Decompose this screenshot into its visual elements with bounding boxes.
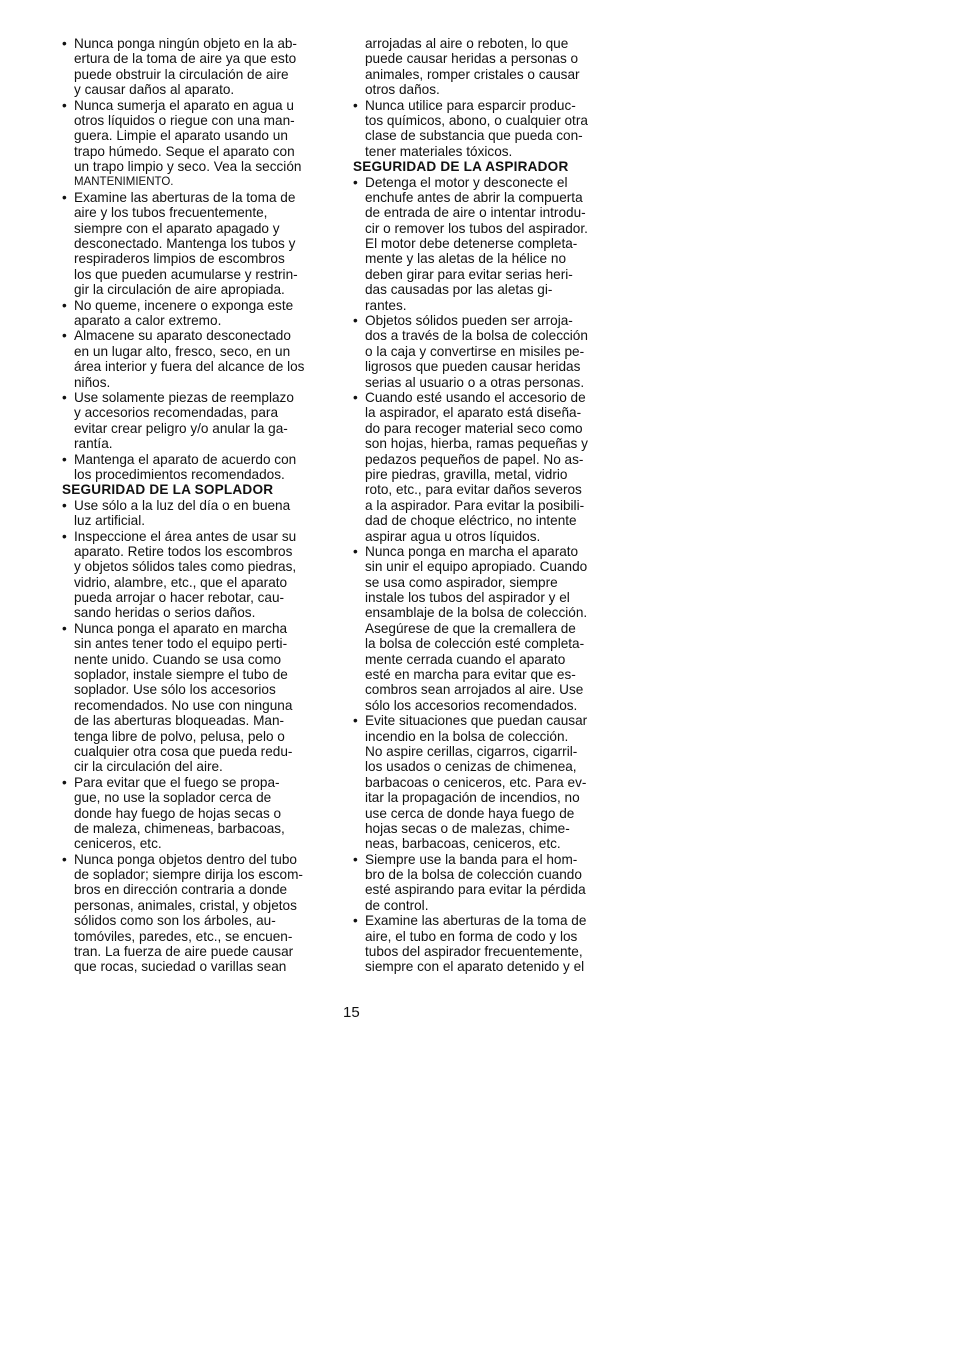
text-line: los usados o cenizas de chimenea, [365, 759, 577, 775]
text-line: evitar crear peligro y/o anular la ga- [74, 420, 288, 436]
bullet-line: • Detenga el motor y desconecte el [353, 175, 621, 190]
bullet-line: • Use sólo a la luz del día o en buena [62, 498, 330, 513]
bullet-line: • Nunca ponga el aparato en marcha [62, 621, 330, 636]
text-line: a la aspirador. Para evitar la posibili- [365, 497, 585, 513]
text-line: ensamblaje de la bolsa de colección. [365, 605, 588, 621]
text-line: arrojadas al aire o reboten, lo que [365, 36, 569, 51]
text-line: área interior y fuera del alcance de los [74, 359, 305, 375]
text-line: pedazos pequeños de papel. No as- [365, 451, 584, 467]
text-line: tran. La fuerza de aire puede causar [74, 944, 294, 960]
text-line: deben girar para evitar serias heri- [365, 266, 573, 282]
text-line: un trapo limpio y seco. Vea la sección [74, 159, 302, 175]
text-line: El motor debe detenerse completa- [365, 236, 578, 252]
text-line: rantes. [365, 297, 407, 313]
bullet-line: • Use solamente piezas de reemplazo [62, 390, 330, 405]
text-line: recomendados. No use con ninguna [74, 697, 293, 713]
text-line: puede causar heridas a personas o [365, 51, 579, 67]
bullet-line: • Nunca utilice para esparcir produc- [353, 98, 621, 113]
text-line: aire, el tubo en forma de codo y los [365, 928, 578, 944]
text-line: Asegúrese de que la cremallera de [365, 620, 576, 636]
text-line: nente unido. Cuando se usa como [74, 651, 282, 667]
text-line: tubos del aspirador frecuentemente, [365, 944, 583, 960]
text-line: vidrio, alambre, etc., que el aparato [74, 574, 288, 590]
page-number: 15 [343, 1004, 360, 1021]
text-line: desconectado. Mantenga los tubos y [74, 236, 296, 252]
text-line: ligrosos que pueden causar heridas [365, 359, 581, 375]
text-line: combros sean arrojados al aire. Use [365, 682, 584, 698]
text-line: roto, etc., para evitar daños severos [365, 482, 582, 498]
text-line: otros líquidos o riegue con una man- [74, 112, 295, 128]
text-line: aire y los tubos frecuentemente, [74, 205, 268, 221]
bullet-line: • Nunca sumerja el aparato en agua u [62, 98, 330, 113]
text-line: cir o remover los tubos del aspirador. [365, 220, 588, 236]
left-column [62, 36, 330, 975]
bullet-line: • Mantenga el aparato de acuerdo con [62, 452, 330, 467]
text-line: esté aspirando para evitar la pérdida [365, 882, 586, 898]
bullet-line: • Para evitar que el fuego se propa- [62, 775, 330, 790]
text-line: de maleza, chimeneas, barbacoas, [74, 820, 285, 836]
text-line: otros daños. [365, 82, 440, 98]
text-line: soplador. Use sólo los accesorios [74, 682, 276, 698]
text-line: clase de substancia que pueda con- [365, 128, 583, 144]
bullet-line: • Inspeccione el área antes de usar su [62, 529, 330, 544]
text-line: cir la circulación del aire. [74, 759, 223, 775]
text-line: sólo los accesorios recomendados. [365, 697, 578, 713]
text-line: ertura de la toma de aire ya que esto [74, 51, 297, 67]
bullet-line: • Almacene su aparato desconectado [62, 328, 330, 343]
text-line: ceniceros, etc. [74, 836, 162, 852]
text-line: los procedimientos recomendados. [74, 466, 285, 482]
bullet-line: • Nunca ponga objetos dentro del tubo [62, 852, 330, 867]
text-line: use cerca de donde haya fuego de [365, 805, 575, 821]
text-line: instale los tubos del aspirador y el [365, 590, 570, 606]
text-line: y causar daños al aparato. [74, 82, 235, 98]
text-line: gir la circulación de aire apropiada. [74, 282, 285, 298]
text-line: de control. [365, 897, 429, 913]
section-heading: SEGURIDAD DE LA ASPIRADOR [353, 159, 569, 175]
text-line: hojas secas o de malezas, chime- [365, 820, 570, 836]
bullet-line: • Nunca ponga en marcha el aparato [353, 544, 621, 559]
text-line: serias al usuario o a otras personas. [365, 374, 585, 390]
bullet-line: • Cuando esté usando el accesorio de [353, 390, 621, 405]
text-line: niños. [74, 374, 111, 390]
text-line: neas, barbacoas, ceniceros, etc. [365, 836, 561, 852]
right-column [353, 36, 621, 975]
text-line: esté en marcha para evitar que es- [365, 667, 576, 683]
text-line: la aspirador, el aparato está diseña- [365, 405, 582, 421]
text-line: sólidos como son los árboles, au- [74, 913, 276, 929]
text-line: siempre con el aparato detenido y el [365, 959, 585, 975]
text-line: itar la propagación de incendios, no [365, 790, 580, 806]
text-line: sando heridas o serios daños. [74, 605, 256, 621]
text-line: dos a través de la bolsa de colección [365, 328, 588, 344]
bullet-line: • Examine las aberturas de la toma de [62, 190, 330, 205]
text-line: pire piedras, gravilla, metal, vidrio [365, 466, 568, 482]
text-line: aspirar agua u otros líquidos. [365, 528, 541, 544]
section-heading: SEGURIDAD DE LA SOPLADOR [62, 482, 274, 498]
text-line: y objetos sólidos tales como piedras, [74, 559, 297, 575]
bullet-line: • No queme, incenere o exponga este [62, 298, 330, 313]
text-line: bro de la bolsa de colección cuando [365, 867, 582, 883]
text-line: de entrada de aire o intentar introdu- [365, 205, 586, 221]
text-line: tener materiales tóxicos. [365, 143, 513, 159]
text-line: de las aberturas bloqueadas. Man- [74, 713, 285, 729]
text-line: No aspire cerillas, cigarros, cigarril- [365, 743, 578, 759]
text-line: gue, no use la soplador cerca de [74, 790, 272, 806]
text-line: do para recoger material seco como [365, 420, 583, 436]
text-line: la bolsa de colección esté completa- [365, 636, 585, 652]
text-line: tomóviles, paredes, etc., se encuen- [74, 928, 293, 944]
text-line: incendio en la bolsa de colección. [365, 728, 569, 744]
text-line: pueda arrojar o hacer rebotar, cau- [74, 590, 285, 606]
bullet-line: • Evite situaciones que puedan causar [353, 713, 621, 728]
text-line: trapo húmedo. Seque el aparato con [74, 143, 295, 159]
text-line: luz artificial. [74, 513, 146, 529]
text-line: personas, animales, cristal, y objetos [74, 897, 297, 913]
text-line: respiraderos limpios de escombros [74, 251, 285, 267]
text-line: dad de choque eléctrico, no intente [365, 513, 577, 529]
text-line: sin unir el equipo apropiado. Cuando [365, 559, 588, 575]
bullet-line: • Objetos sólidos pueden ser arroja- [353, 313, 621, 328]
text-line: de soplador; siempre dirija los escom- [74, 867, 303, 883]
text-line: puede obstruir la circulación de aire [74, 66, 289, 82]
text-line: tenga libre de polvo, pelusa, pelo o [74, 728, 285, 744]
text-line: animales, romper cristales o causar [365, 66, 580, 82]
bullet-line: • Siempre use la banda para el hom- [353, 852, 621, 867]
text-line: aparato. Retire todos los escombros [74, 543, 293, 559]
text-line: tos químicos, abono, o cualquier otra [365, 112, 588, 128]
text-line: das causadas por las aletas gi- [365, 282, 553, 298]
text-line: bros en dirección contraria a donde [74, 882, 288, 898]
text-line: y accesorios recomendadas, para [74, 405, 279, 421]
text-line: siempre con el aparato apagado y [74, 220, 280, 236]
text-line: rantía. [74, 436, 113, 452]
text-line: enchufe antes de abrir la compuerta [365, 189, 583, 205]
text-line: donde hay fuego de hojas secas o [74, 805, 282, 821]
text-line: barbacoas o ceniceros, etc. Para ev- [365, 774, 587, 790]
text-line: los que pueden acumularse y restrin- [74, 266, 298, 282]
text-line: mente y las aletas de la hélice no [365, 251, 567, 267]
text-line: en un lugar alto, fresco, seco, en un [74, 343, 291, 359]
text-line: aparato a calor extremo. [74, 313, 222, 329]
text-line: que rocas, suciedad o varillas sean [74, 959, 287, 975]
text-line: guera. Limpie el aparato usando un [74, 128, 288, 144]
text-line: soplador, instale siempre el tubo de [74, 667, 288, 683]
text-line: mente cerrada cuando el aparato [365, 651, 566, 667]
text-line: son hojas, hierba, ramas pequeñas y [365, 436, 588, 452]
bullet-line: • Examine las aberturas de la toma de [353, 913, 621, 928]
text-line: MANTENIMIENTO. [74, 175, 174, 188]
text-line: o la caja y convertirse en misiles pe- [365, 343, 585, 359]
text-line: se usa como aspirador, siempre [365, 574, 558, 590]
bullet-line: • Nunca ponga ningún objeto en la ab- [62, 36, 330, 51]
text-line: cualquier otra cosa que pueda redu- [74, 743, 293, 759]
text-line: sin antes tener todo el equipo perti- [74, 636, 288, 652]
